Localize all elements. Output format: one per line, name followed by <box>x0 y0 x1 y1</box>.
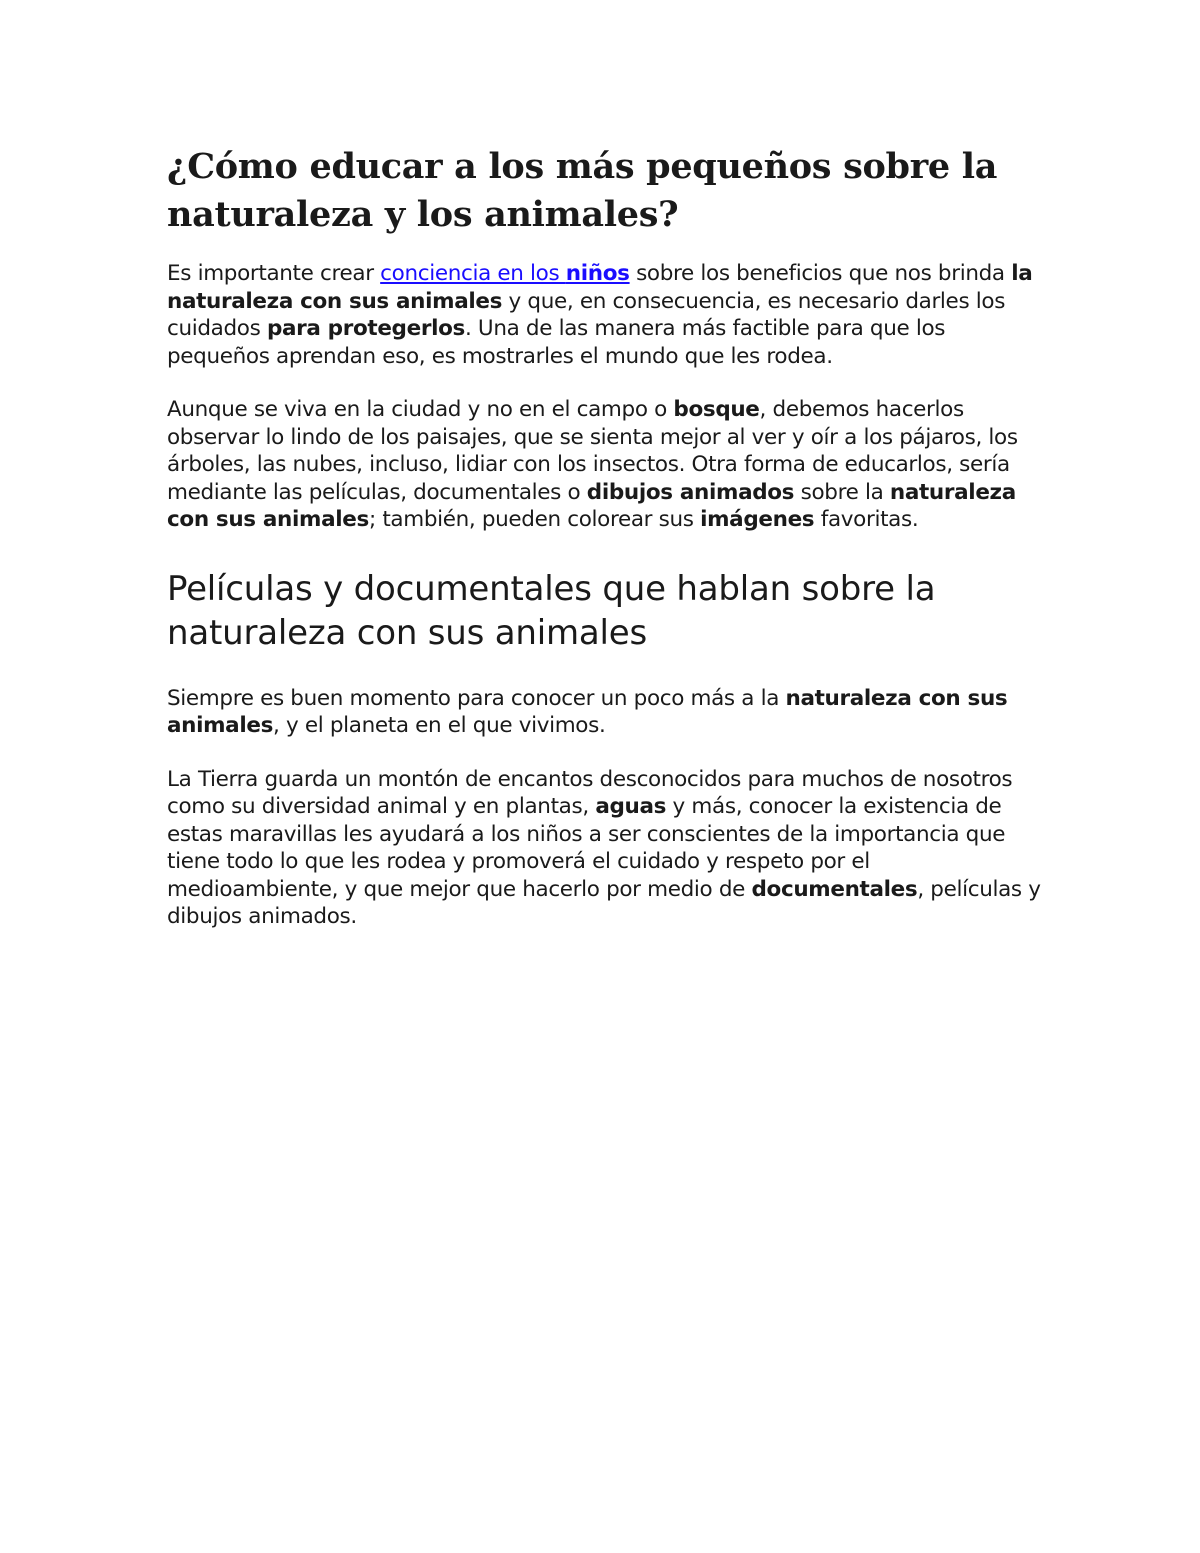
link-text: conciencia en los <box>380 261 566 286</box>
bold-run: imágenes <box>700 507 815 532</box>
text-run: . Una de las manera más factible para que los pequeños aprendan eso, es mostrarles el mundo que les rodea. <box>167 316 946 369</box>
education-paragraph <box>167 396 1047 534</box>
text-run: Aunque se viva en la ciudad y no en el campo o <box>167 397 674 422</box>
link-text-bold: niños <box>565 261 630 286</box>
text-run: La Tierra guarda un montón de encantos desconocidos para muchos de nosotros como su diversidad animal y en plantas, <box>167 766 1013 819</box>
bold-run: aguas <box>595 794 667 819</box>
bold-run: la naturaleza con sus animales <box>167 261 1033 314</box>
bold-run: naturaleza con sus animales <box>167 685 1008 738</box>
section-heading: Películas y documentales que hablan sobre la naturaleza con sus animales <box>167 568 936 653</box>
intro-paragraph <box>167 260 1047 370</box>
ninos-link[interactable] <box>380 261 629 286</box>
text-run: sobre la <box>794 479 890 505</box>
bold-run: documentales <box>751 876 918 902</box>
text-run: ; también, pueden colorear sus <box>368 507 701 532</box>
text-run: y más, conocer la existencia de estas maravillas les ayudará a los niños a ser conscientes de la importancia que tiene todo lo que les rodea y promoverá el cuidado y respeto por el medioambiente, y que mejor que hacerlo por medio de <box>167 794 1006 902</box>
text-run: sobre los beneficios que nos brinda <box>629 261 1012 286</box>
bold-run: naturaleza con sus animales <box>167 479 1016 532</box>
text-run: , y el planeta en el que vivimos. <box>273 713 606 738</box>
bold-run: dibujos animados <box>586 479 795 505</box>
text-run: Es importante crear <box>167 261 381 286</box>
planet-paragraph <box>167 685 1047 740</box>
text-run: , películas y dibujos animados. <box>167 876 1041 929</box>
text-run: Siempre es buen momento para conocer un poco más a la <box>167 685 786 711</box>
text-run: favoritas. <box>814 507 919 532</box>
bold-run: bosque <box>673 397 760 422</box>
text-run: y que, en consecuencia, es necesario darles los cuidados <box>167 288 1006 341</box>
main-heading: ¿Cómo educar a los más pequeños sobre la naturaleza y los animales? <box>167 146 998 235</box>
earth-paragraph <box>167 766 1047 931</box>
bold-run: para protegerlos <box>266 316 465 341</box>
text-run: , debemos hacerlos observar lo lindo de los paisajes, que se sienta mejor al ver y oír a los pájaros, los árboles, las nubes, incluso, lidiar con los insectos. Otra forma de educarlos, sería mediante las películas, documentales o <box>167 397 1018 505</box>
document-page <box>167 143 1047 957</box>
